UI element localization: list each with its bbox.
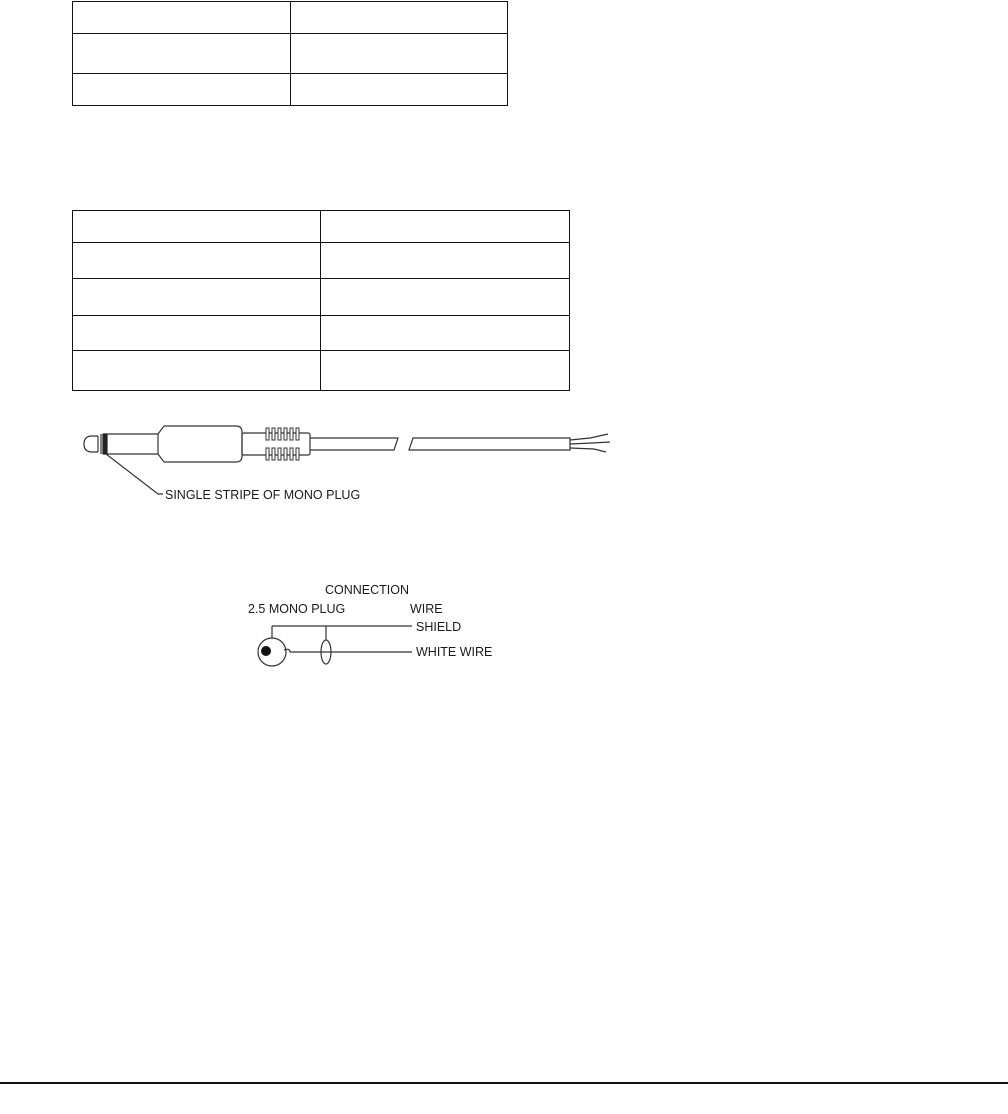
table-cell	[320, 316, 569, 351]
mono-plug-cable-drawing	[60, 412, 630, 512]
table-cell	[73, 279, 321, 316]
table-cell	[73, 316, 321, 351]
table-row	[73, 316, 570, 351]
plug-label: 2.5 MONO PLUG	[248, 602, 346, 616]
spec-table-2	[72, 210, 570, 391]
cable-segment	[310, 438, 398, 450]
single-stripe	[103, 434, 107, 454]
table-row	[73, 211, 570, 243]
table-cell	[320, 279, 569, 316]
plug-tip-dot	[261, 646, 271, 656]
cable-segment	[409, 438, 570, 450]
connection-schematic	[240, 576, 520, 676]
plug-handle	[158, 426, 242, 462]
table-row	[73, 279, 570, 316]
stripe-callout-leader	[106, 454, 163, 494]
table-cell	[290, 2, 508, 34]
table-cell	[73, 34, 291, 74]
table-cell	[73, 243, 321, 279]
connection-diagram	[240, 576, 520, 676]
white-wire-label: WHITE WIRE	[416, 645, 493, 659]
table-cell	[320, 351, 569, 391]
table-cell	[320, 211, 569, 243]
mono-plug-cable-diagram	[60, 412, 630, 512]
table-row	[73, 34, 508, 74]
stripe-callout-label: SINGLE STRIPE OF MONO PLUG	[165, 488, 361, 502]
page-bottom-rule	[0, 1082, 1008, 1084]
wire-ends	[570, 434, 610, 452]
table-cell	[290, 74, 508, 106]
table-cell	[73, 74, 291, 106]
table-cell	[320, 243, 569, 279]
table-row	[73, 243, 570, 279]
table-cell	[73, 2, 291, 34]
plug-tip	[84, 436, 98, 452]
table-row	[73, 2, 508, 34]
wire-label: WIRE	[410, 602, 443, 616]
table-cell	[73, 351, 321, 391]
shield-label: SHIELD	[416, 620, 462, 634]
table-row	[73, 351, 570, 391]
connection-title: CONNECTION	[325, 583, 410, 597]
table-cell	[73, 211, 321, 243]
strain-relief	[242, 433, 310, 455]
table-row	[73, 74, 508, 106]
table-cell	[290, 34, 508, 74]
plug-sleeve	[107, 434, 158, 454]
spec-table-1	[72, 1, 508, 106]
